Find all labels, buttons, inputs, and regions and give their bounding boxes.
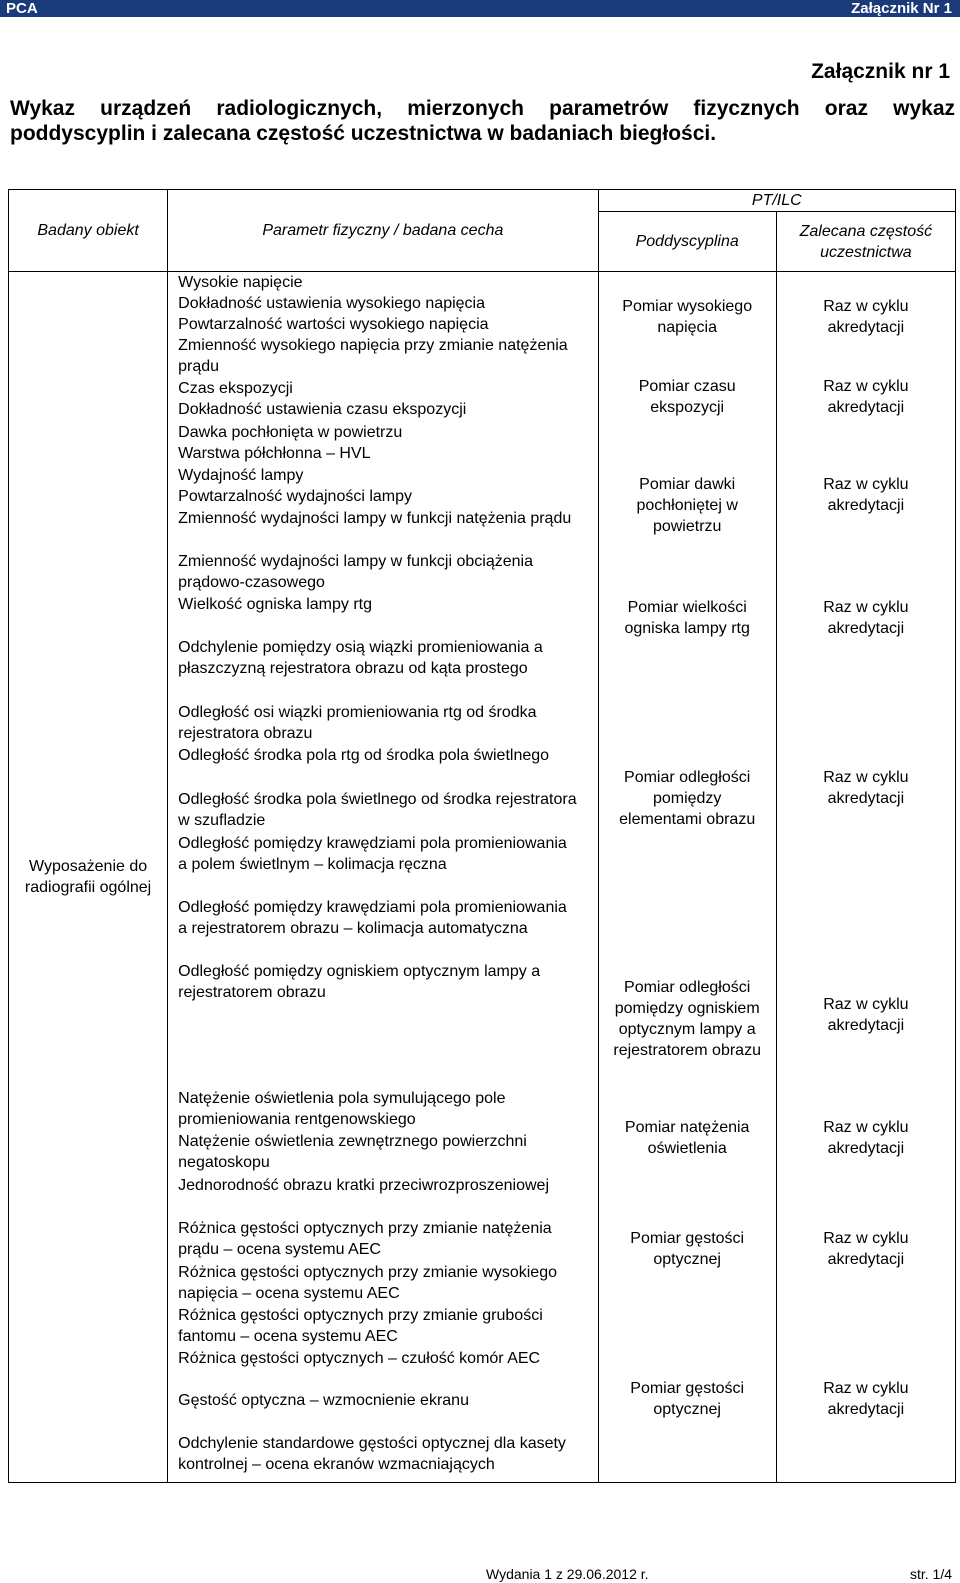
parameter-item: Czas ekspozycji (178, 380, 293, 397)
frequency-item: Raz w cyklu akredytacji (823, 769, 909, 807)
parameter-item: Dokładność ustawienia wysokiego napięcia (178, 295, 485, 312)
parameter-item: Odległość pomiędzy krawędziami pola promieniowania a polem świetlnym – kolimacja ręczna (178, 835, 567, 873)
subdiscipline-item: Pomiar gęstości optycznej (630, 1230, 745, 1268)
footer-edition: Wydania 1 z 29.06.2012 r. (486, 1566, 649, 1582)
subdiscipline-item: Pomiar gęstości optycznej (630, 1380, 745, 1418)
frequency-item: Raz w cyklu akredytacji (823, 1230, 909, 1268)
header-subdiscipline: Poddyscyplina (598, 212, 776, 272)
header-parameter: Parametr fizyczny / badana cecha (168, 190, 598, 272)
parameter-item: Różnica gęstości optycznych przy zmianie wysokiego napięcia – ocena systemu AEC (178, 1264, 557, 1302)
parameter-item: Różnica gęstości optycznych przy zmianie grubości fantomu – ocena systemu AEC (178, 1307, 543, 1345)
parameter-item: Odległość środka pola rtg od środka pola świetlnego (178, 747, 550, 764)
subdiscipline-cell (598, 272, 776, 1483)
parameter-item: Odchylenie standardowe gęstości optycznej dla kasety kontrolnej – ocena ekranów wzmacniających (178, 1435, 566, 1473)
parameter-item: Wydajność lampy (178, 467, 304, 484)
parameter-item: Dokładność ustawienia czasu ekspozycji (178, 401, 467, 418)
parameter-item: Odległość środka pola świetlnego od środka rejestratora w szufladzie (178, 791, 577, 829)
header-left: PCA (6, 0, 38, 17)
parameter-item: Natężenie oświetlenia zewnętrznego powierzchni negatoskopu (178, 1133, 527, 1171)
page-title: Wykaz urządzeń radiologicznych, mierzonych parametrów fizycznych oraz wykaz poddyscyplin i zalecana częstość uczestnictwa w badaniach biegłości. (10, 97, 955, 145)
subdiscipline-item: Pomiar odległości pomiędzy elementami obrazu (619, 769, 756, 828)
header-object: Badany obiekt (9, 190, 168, 272)
parameter-item: Odchylenie pomiędzy osią wiązki promieniowania a płaszczyzną rejestratora obrazu od kąta prostego (178, 639, 543, 677)
parameter-item: Wielkość ogniska lampy rtg (178, 596, 372, 613)
subdiscipline-item: Pomiar odległości pomiędzy ogniskiem optycznym lampy a rejestratorem obrazu (613, 979, 761, 1059)
subdiscipline-item: Pomiar wielkości ogniska lampy rtg (624, 599, 750, 637)
parameter-item: Odległość osi wiązki promieniowania rtg od środka rejestratora obrazu (178, 704, 537, 742)
frequency-item: Raz w cyklu akredytacji (823, 1119, 909, 1157)
parameter-item: Wysokie napięcie (178, 274, 303, 291)
header-right: Załącznik Nr 1 (851, 0, 952, 17)
subdiscipline-item: Pomiar dawki pochłoniętej w powietrzu (636, 476, 738, 535)
parameter-item: Powtarzalność wydajności lampy (178, 488, 413, 505)
parameter-item: Zmienność wydajności lampy w funkcji obciążenia prądowo-czasowego (178, 553, 533, 591)
parameter-item: Różnica gęstości optycznych przy zmianie natężenia prądu – ocena systemu AEC (178, 1220, 552, 1258)
parameter-item: Jednorodność obrazu kratki przeciwrozproszeniowej (178, 1177, 549, 1194)
parameter-item: Zmienność wydajności lampy w funkcji natężenia prądu (178, 510, 572, 527)
annex-label: Załącznik nr 1 (811, 60, 950, 83)
parameter-item: Różnica gęstości optycznych – czułość komór AEC (178, 1350, 541, 1367)
object-label: Wyposażenie do radiografii ogólnej (24, 858, 152, 896)
parameter-item: Gęstość optyczna – wzmocnienie ekranu (178, 1392, 469, 1409)
frequency-item: Raz w cyklu akredytacji (823, 599, 909, 637)
subdiscipline-item: Pomiar wysokiego napięcia (622, 298, 753, 336)
subdiscipline-item: Pomiar natężenia oświetlenia (624, 1119, 750, 1157)
parameter-item: Warstwa półchłonna – HVL (178, 445, 371, 462)
parameter-item: Dawka pochłonięta w powietrzu (178, 424, 403, 441)
footer-page: str. 1/4 (909, 1566, 952, 1582)
header-pt-ilc: PT/ILC (598, 190, 955, 212)
parameters-cell (168, 272, 598, 1483)
equipment-table (8, 189, 956, 1483)
object-cell (9, 272, 168, 1483)
frequency-item: Raz w cyklu akredytacji (823, 378, 909, 416)
subdiscipline-item: Pomiar czasu ekspozycji (638, 378, 736, 416)
parameter-item: Zmienność wysokiego napięcia przy zmianie natężenia prądu (178, 337, 568, 375)
frequency-item: Raz w cyklu akredytacji (823, 996, 909, 1034)
parameter-item: Odległość pomiędzy ogniskiem optycznym lampy a rejestratorem obrazu (178, 963, 541, 1001)
parameter-item: Natężenie oświetlenia pola symulującego pole promieniowania rentgenowskiego (178, 1090, 506, 1128)
frequency-item: Raz w cyklu akredytacji (823, 476, 909, 514)
header-frequency: Zalecana częstość uczestnictwa (776, 212, 955, 272)
parameter-item: Odległość pomiędzy krawędziami pola promieniowania a rejestratorem obrazu – kolimacja automatyczna (178, 899, 567, 937)
top-bar (0, 0, 960, 17)
frequency-item: Raz w cyklu akredytacji (823, 1380, 909, 1418)
frequency-cell (776, 272, 955, 1483)
parameter-item: Powtarzalność wartości wysokiego napięcia (178, 316, 489, 333)
frequency-item: Raz w cyklu akredytacji (823, 298, 909, 336)
